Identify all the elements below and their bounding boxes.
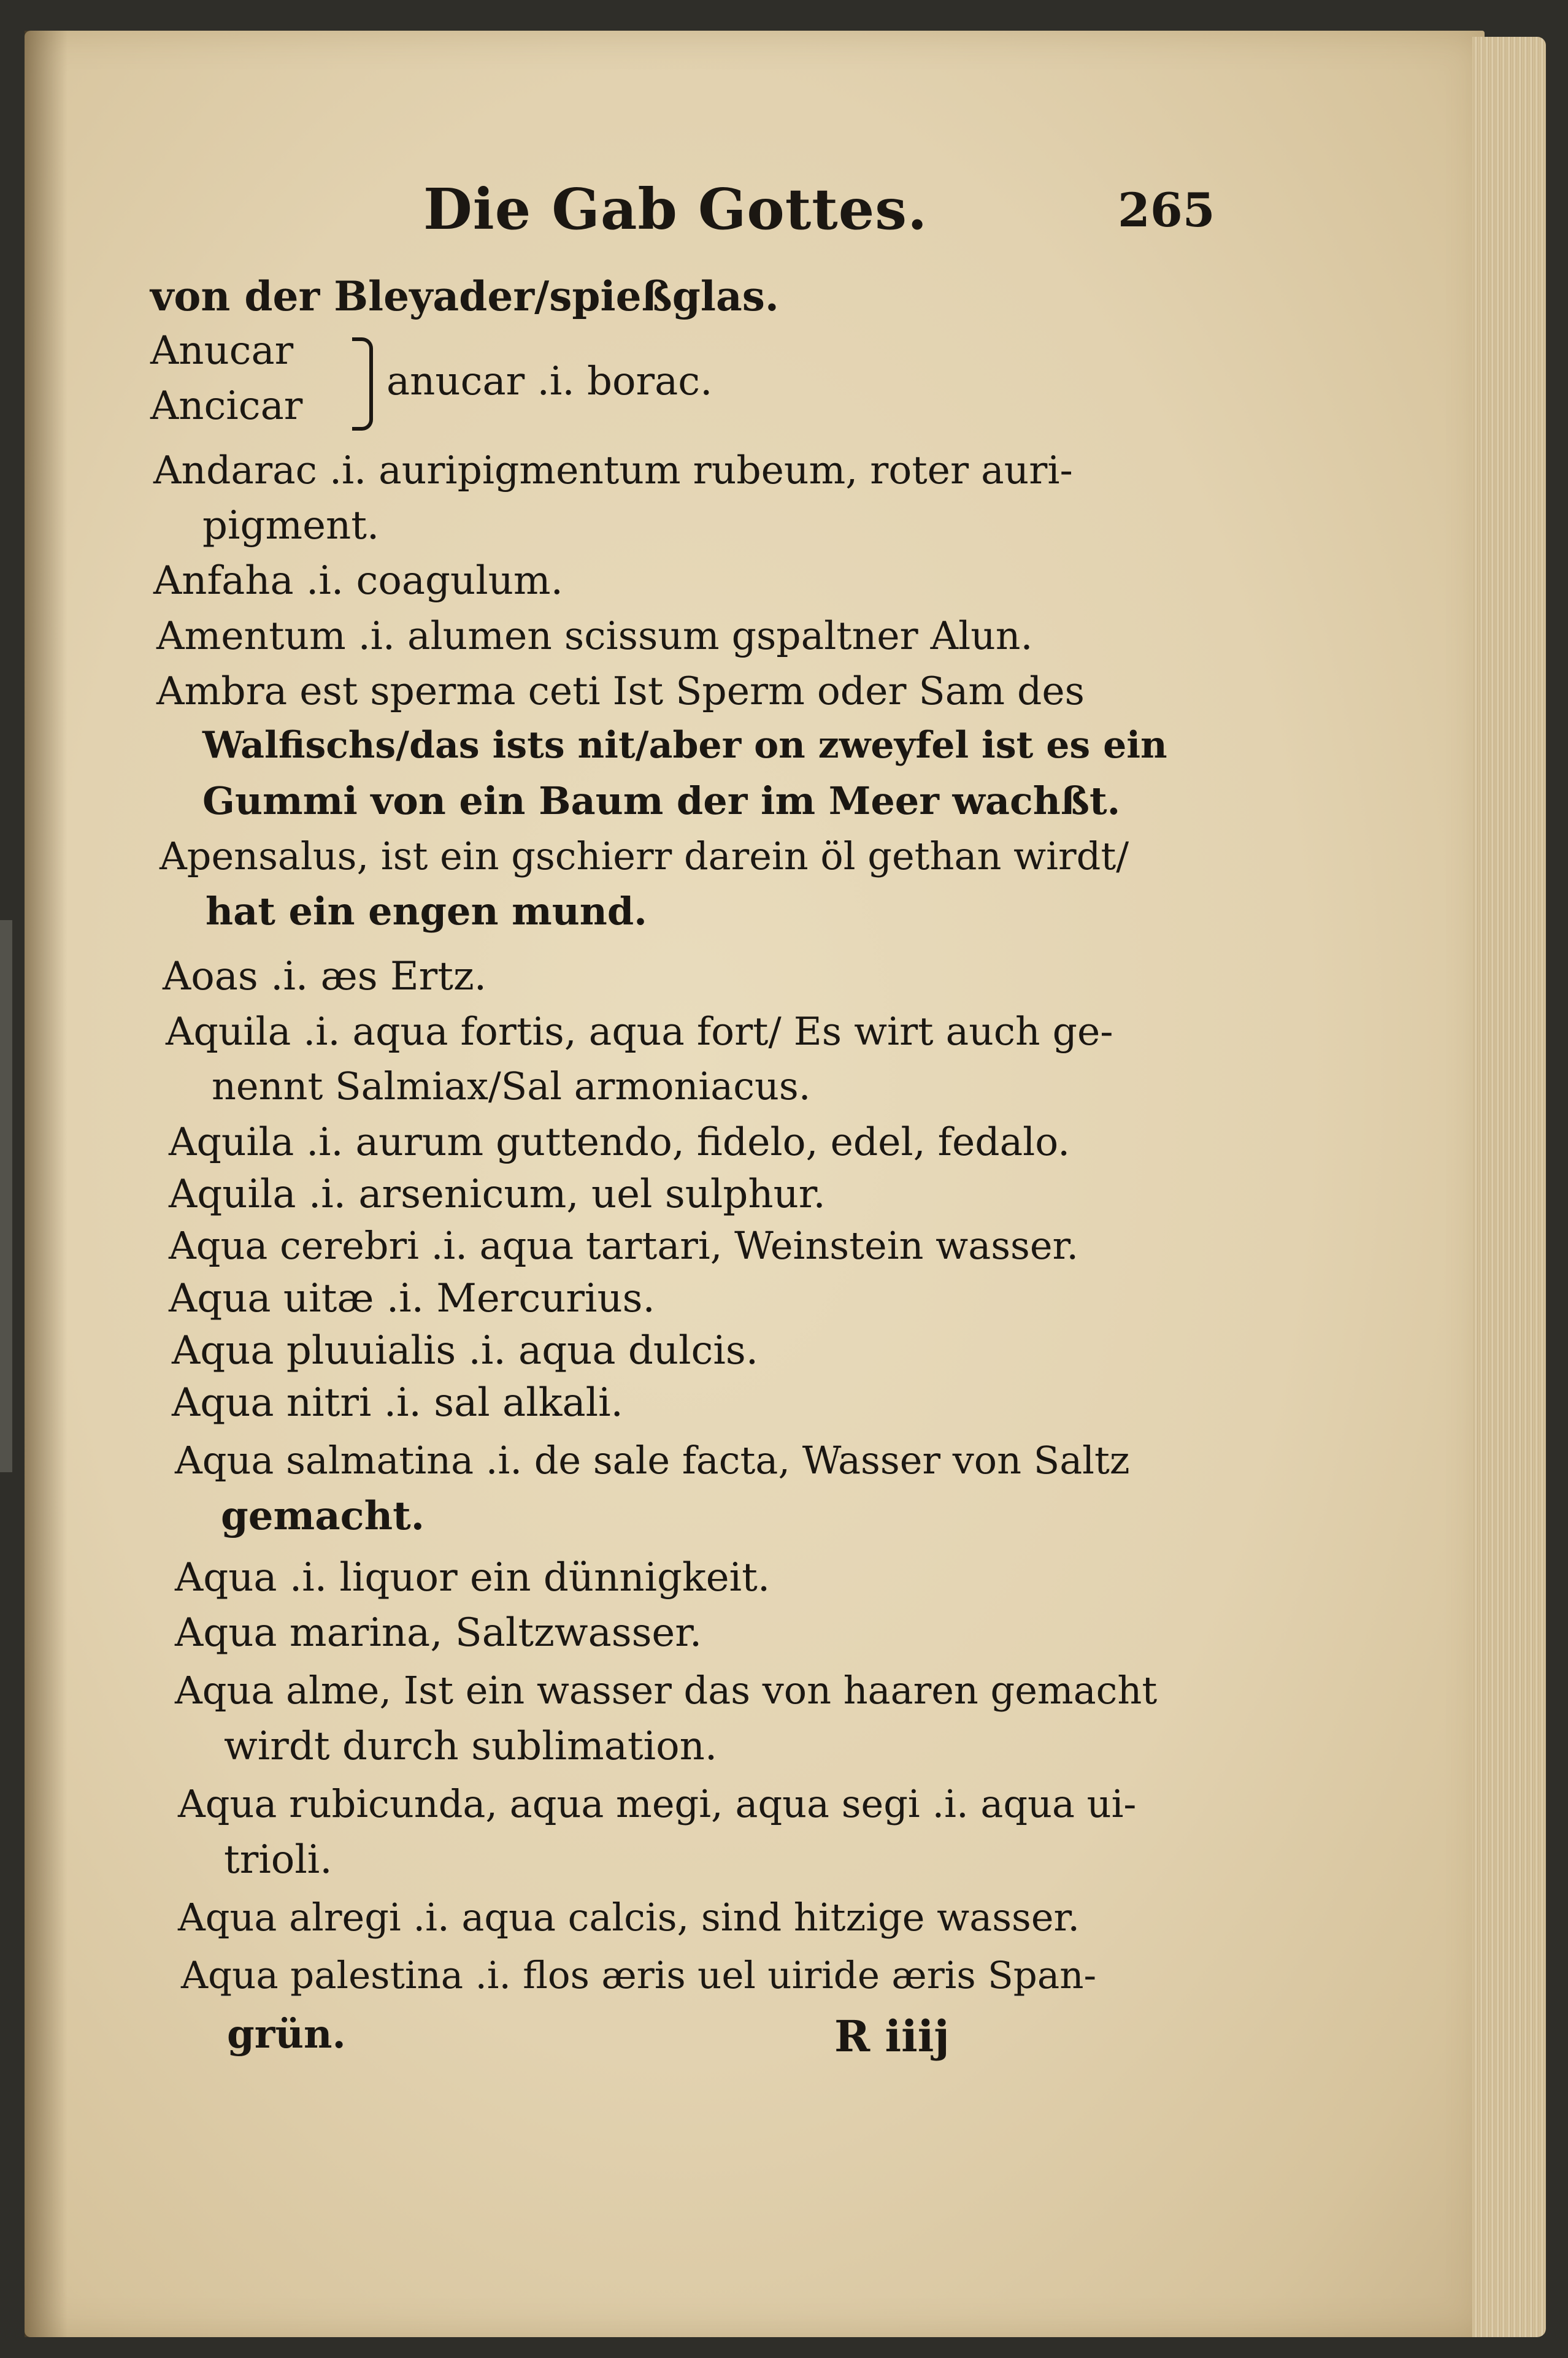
text-line-8: Amentum .i. alumen scissum gspaltner Alun. <box>156 613 1033 658</box>
text-line-1: von der Bleyader/spießglas. <box>150 272 779 320</box>
text-line-15: Aquila .i. aqua fortis, aqua fort/ Es wirt auch ge- <box>166 1009 1113 1054</box>
text-line-4: anucar .i. borac. <box>386 359 713 404</box>
text-line-12: Apensalus, ist ein gschierr darein öl gethan wirdt/ <box>159 834 1129 878</box>
page-number: 265 <box>1118 183 1215 237</box>
text-line-5: Andarac .i. auripigmentum rubeum, roter auri- <box>153 448 1073 493</box>
text-line-3: Ancicar <box>150 383 303 429</box>
text-line-10: Walfischs/das ists nit/aber on zweyfel ist es ein <box>202 724 1167 767</box>
text-line-30: trioli. <box>224 1837 332 1883</box>
text-line-28: wirdt durch sublimation. <box>224 1724 718 1769</box>
brace-mark <box>352 337 373 431</box>
text-line-2: Anucar <box>150 328 294 374</box>
text-line-18: Aquila .i. arsenicum, uel sulphur. <box>169 1172 826 1217</box>
text-line-7: Anfaha .i. coagulum. <box>153 558 563 604</box>
text-line-32: Aqua palestina .i. flos æris uel uiride æris Span- <box>181 1954 1097 1997</box>
text-line-13: hat ein engen mund. <box>206 889 647 934</box>
text-line-20: Aqua uitæ .i. Mercurius. <box>169 1276 655 1321</box>
text-line-16: nennt Salmiax/Sal armoniacus. <box>212 1064 811 1108</box>
text-line-25: Aqua .i. liquor ein dünnigkeit. <box>175 1555 771 1600</box>
text-line-29: Aqua rubicunda, aqua megi, aqua segi .i. aqua ui- <box>178 1781 1137 1826</box>
text-line-17: Aquila .i. aurum guttendo, fidelo, edel, fedalo. <box>169 1119 1070 1164</box>
text-line-22: Aqua nitri .i. sal alkali. <box>172 1380 623 1426</box>
binding-tab <box>0 920 12 1472</box>
text-line-26: Aqua marina, Saltzwasser. <box>175 1610 702 1656</box>
text-line-24: gemacht. <box>221 1493 425 1539</box>
text-line-14: Aoas .i. æs Ertz. <box>163 954 487 999</box>
text-line-33: grün. <box>227 2011 346 2057</box>
page-edges <box>1472 37 1546 2337</box>
signature-mark: R iiij <box>834 2011 950 2062</box>
running-head: Die Gab Gottes. <box>423 176 928 242</box>
text-line-6: pigment. <box>202 503 380 548</box>
text-line-27: Aqua alme, Ist ein wasser das von haaren gemacht <box>175 1668 1158 1713</box>
text-line-21: Aqua pluuialis .i. aqua dulcis. <box>172 1328 759 1373</box>
text-line-19: Aqua cerebri .i. aqua tartari, Weinstein wasser. <box>169 1223 1079 1268</box>
text-line-11: Gummi von ein Baum der im Meer wachßt. <box>202 778 1121 823</box>
gutter-shadow <box>25 31 67 2337</box>
text-line-23: Aqua salmatina .i. de sale facta, Wasser von Saltz <box>175 1438 1130 1483</box>
text-line-31: Aqua alregi .i. aqua calcis, sind hitzige wasser. <box>178 1895 1080 1940</box>
text-line-9: Ambra est sperma ceti Ist Sperm oder Sam des <box>156 669 1085 713</box>
